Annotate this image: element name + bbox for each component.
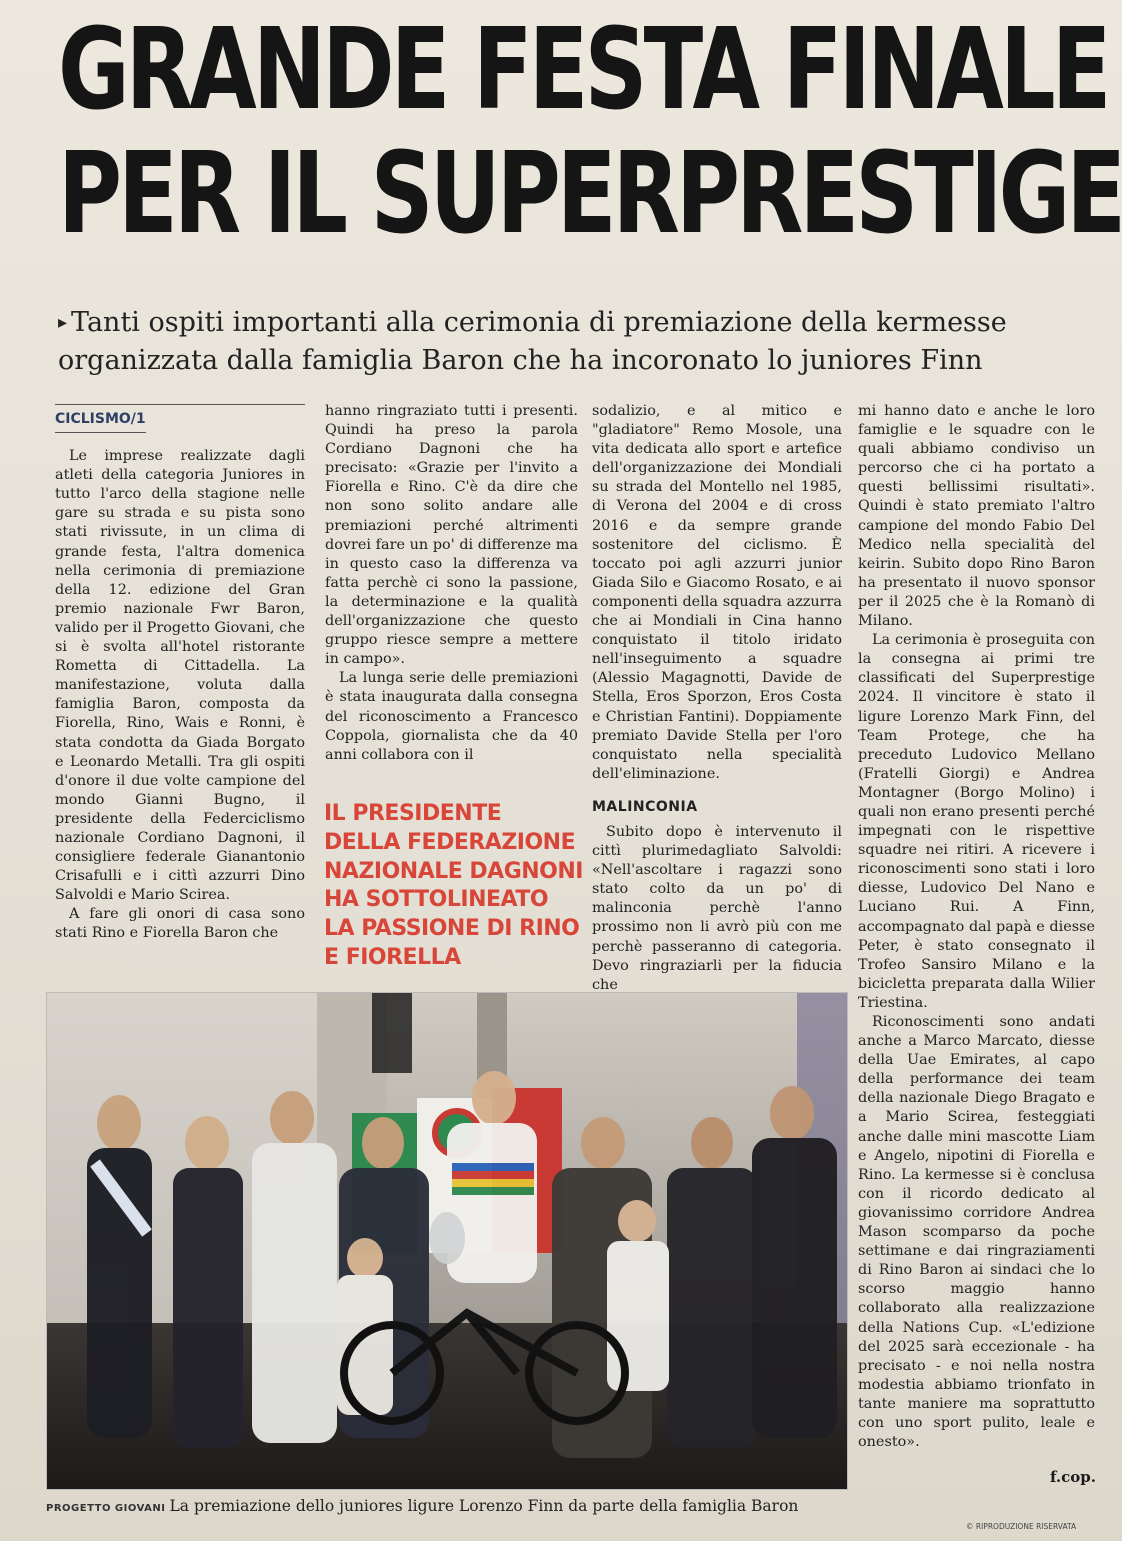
caption-tag: PROGETTO GIOVANI [46,1503,166,1514]
section-subtitle: MALINCONIA [592,798,698,815]
column-4-paragraph-1: mi hanno dato e anche le loro famiglie e le squadre con le quali abbiamo condiviso un percorso che ci ha portato a questi bellissimi risultati». Quindi è stato premiato l'altro campione del mondo Fabio Del Medico nella specialità del keirin. Subito dopo Rino Baron ha presentato il nuovo sponsor per il 2025 che è la Romanò di Milano. [858,403,1095,630]
award-ceremony-photo [46,992,848,1490]
column-1-paragraph-1: Le imprese realizzate dagli atleti della categoria Juniores in tutto l'arco della stagione nelle gare su strada e su pista sono stati rivissute, in un clima di grande festa, l'altra domenica nella cerimonia di premiazione della 12. edizione del Gran premio nazionale Fwr Baron, valido per il Progetto Giovani, che si è svolta all'hotel ristorante Rometta di Cittadella. La manifestazione, voluta dalla famiglia Baron, composta da Fiorella, Rino, Wais e Ronni, è stata condotta da Giada Borgato e Leonardo Metalli. Tra gli ospiti d'onore il due volte campione del mondo Gianni Bugno, il presidente della Federciclismo nazionale Cordiano Dagnoni, il consigliere federale Gianantonio Crisafulli e i cittì azzurri Dino Salvoldi e Mario Scirea. [55,448,305,904]
subheadline-text: Tanti ospiti importanti alla cerimonia di premiazione della kermesse organizzata dalla famiglia Baron che ha incoronato lo juniores Finn [58,307,1007,376]
column-3-paragraph-1: sodalizio, e al mitico e "gladiatore" Remo Mosole, una vita dedicata allo sport e artefice dell'organizzazione dei Mondiali su strada del Montello nel 1985, di Verona del 2004 e di cross 2016 e da sempre grande sostenitore del ciclismo. È toccato poi agli azzurri junior Giada Silo e Giacomo Rosato, e ai componenti della squadra azzurra che ai Mondiali in Cina hanno conquistato il titolo iridato nell'inseguimento a squadre (Alessio Magagnotti, Davide de Stella, Eros Sporzon, Eros Costa e Christian Fantini). Doppiamente premiato Davide Stella per l'oro conquistato nella specialità dell'eliminazione. [592,403,842,782]
column-2-paragraph-1: hanno ringraziato tutti i presenti. Quindi ha preso la parola Cordiano Dagnoni che ha precisato: «Grazie per l'invito a Fiorella e Rino. C'è da dire che non sono solito andare alle premiazioni perché altrimenti dovrei fare un po' di differenze ma in questo caso la differenza va fatta perchè ci sono la passione, la determinazione e la qualità dell'organizzazione che questo gruppo riesce sempre a mettere in campo». [325,403,578,668]
section-kicker: CICLISMO/1 [55,410,146,433]
headline-line-1: GRANDE FESTA FINALE [58,5,1108,135]
column-3-paragraph-2: Subito dopo è intervenuto il cittì plurimedagliato Salvoldi: «Nell'ascoltare i ragazzi sono stato colto da un po' di malinconia perchè l'anno prossimo non li avrò più con me perchè passeranno di categoria. Devo ringraziarli per la fiducia che [592,823,842,993]
column-3 [592,402,842,995]
subheadline [58,304,1048,380]
column-4-paragraph-3: Riconoscimenti sono andati anche a Marco Marcato, diesse della Uae Emirates, al capo della performance dei team della nazionale Diego Bragato e a Mario Scirea, festeggiati anche dalle mini mascotte Liam e Angelo, nipotini di Fiorella e Rino. La kermesse si è conclusa con il ricordo dedicato al giovanissimo corridore Andrea Mason scomparso da poche settimane e dai ringraziamenti di Rino Baron ai sindaci che lo scorso maggio hanno collaborato alla realizzazione della Nations Cup. «L'edizione del 2025 sarà eccezionale - ha precisato - e noi nella nostra modestia abbiamo trionfato in tante maniere ma soprattutto con uno sport pulito, leale e onesto». [858,1014,1095,1451]
caption-text: La premiazione dello juniores ligure Lorenzo Finn da parte della famiglia Baron [169,1497,799,1515]
pull-quote: IL PRESIDENTE DELLA FEDERAZIONE NAZIONALE DAGNONI HA SOTTOLINEATO LA PASSIONE DI RINO E FIORELLA [324,801,583,970]
headline-line-2: PER IL SUPERPRESTIGE [58,129,1122,259]
arrow-icon: ▸ [58,312,68,333]
copyright-notice: © RIPRODUZIONE RISERVATA [966,1522,1077,1531]
column-1 [55,404,305,944]
column-2 [325,402,578,765]
column-2-paragraph-2: La lunga serie delle premiazioni è stata inaugurata dalla consegna del riconoscimento a Francesco Coppola, giornalista che da 40 anni collabora con il [325,670,578,763]
photo-caption [46,1497,846,1515]
headline [58,5,1122,259]
column-4 [858,402,1095,1452]
kicker-rule [55,404,305,433]
author-signature: f.cop. [1050,1468,1096,1486]
column-4-paragraph-2: La cerimonia è proseguita con la consegna ai primi tre classificati del Superprestige 2024. Il vincitore è stato il ligure Lorenzo Mark Finn, del Team Protege, che ha preceduto Ludovico Mellano (Fratelli Giorgi) e Andrea Montagner (Borgo Molino) i quali non erano presenti perché impegnati con le rispettive squadre nei ritiri. A ricevere i riconoscimenti sono stati i loro diesse, Ludovico Del Nano e Luciano Rui. A Finn, accompagnato dal papà e diesse Peter, è stato consegnato il Trofeo Sansiro Milano e la bicicletta preparata dalla Wilier Triestina. [858,632,1095,1011]
column-1-paragraph-2: A fare gli onori di casa sono stati Rino e Fiorella Baron che [55,906,305,942]
